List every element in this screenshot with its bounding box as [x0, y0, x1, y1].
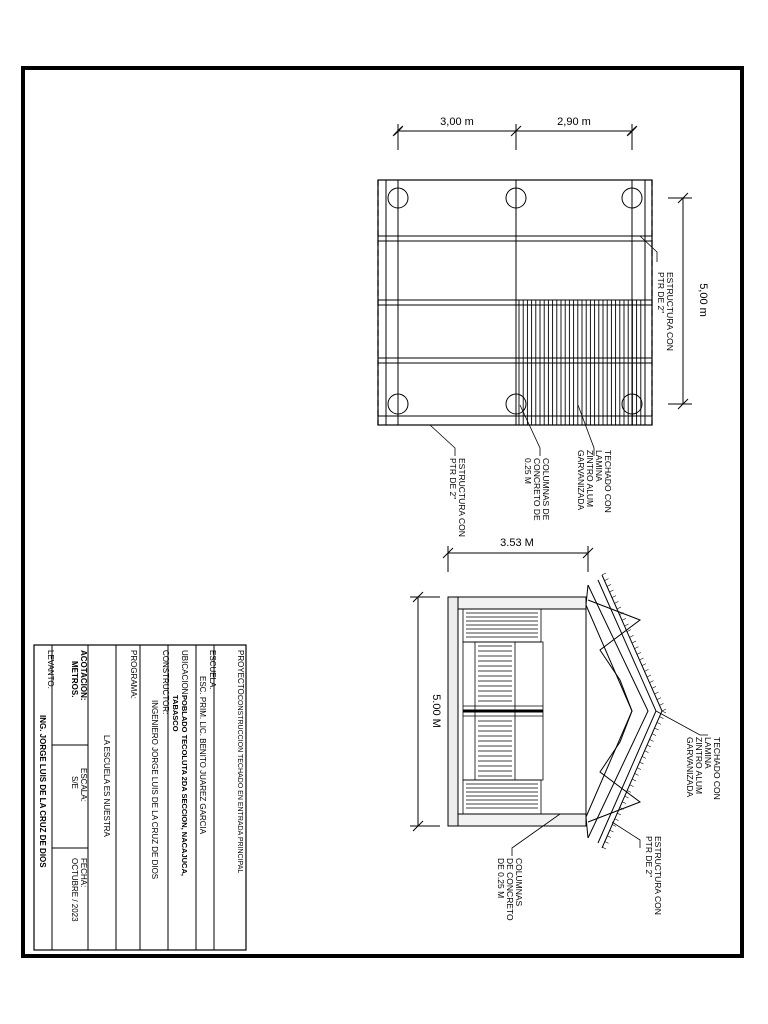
acotacion-label: ACOTACION:	[79, 650, 88, 701]
svg-text:ESTRUCTURA CON: ESTRUCTURA CON	[665, 272, 675, 351]
ubicacion-value-1: POBLADO TECOLUTA 2DA SECCION, NACAJUCA,	[180, 695, 189, 876]
svg-text:COLUMNAS DE: COLUMNAS DE	[541, 458, 551, 521]
section-column-top	[458, 597, 586, 609]
svg-text:DE CONCRETO: DE CONCRETO	[505, 858, 515, 921]
proyecto-value: CONSTRUCCION TECHADO EN ENTRADA PRINCIPAL	[236, 695, 243, 874]
escala-value: S/E	[70, 776, 79, 789]
section-roof-structure	[586, 575, 662, 848]
plan-label-estructura-top	[656, 272, 675, 351]
constructor-value: INGENIERO JORGE LUIS DE LA CRUZ DE DIOS	[150, 700, 159, 880]
plan-view	[378, 116, 709, 537]
section-dim-length: 5.00 M	[430, 694, 442, 728]
escala-label: ESCALA:	[79, 768, 88, 802]
svg-text:ZINTRO ALUM: ZINTRO ALUM	[585, 450, 595, 508]
section-width-dimension	[443, 546, 593, 572]
programa-value: LA ESCUELA ES NUESTRA	[102, 735, 111, 837]
section-floor-slab	[448, 597, 458, 826]
plan-dim-width-right: 2,90 m	[557, 116, 591, 128]
fecha-value: OCTUBRE / 2023	[70, 858, 79, 922]
svg-text:PTR DE 2": PTR DE 2"	[644, 836, 654, 878]
ubicacion-label: UBICACION:	[180, 650, 189, 697]
plan-dim-length: 5,00 m	[697, 283, 709, 317]
plan-width-dimension	[393, 124, 637, 150]
proyecto-label: PROYECTO:	[236, 650, 245, 697]
escuela-label: ESCUELA:	[208, 650, 217, 690]
plan-outline	[378, 180, 652, 425]
plan-dim-width-left: 3,00 m	[440, 116, 474, 128]
title-block	[34, 645, 246, 950]
svg-text:LAMINA: LAMINA	[703, 737, 713, 769]
svg-text:ESTRUCTURA CON: ESTRUCTURA CON	[653, 836, 663, 915]
svg-text:ZINTRO ALUM: ZINTRO ALUM	[694, 737, 704, 795]
acotacion-value: METROS.	[70, 661, 79, 698]
section-label-estructura	[644, 836, 663, 915]
levanto-value: ING. JORGE LUIS DE LA CRUZ DE DIOS	[38, 715, 47, 868]
svg-text:0.25 M: 0.25 M	[523, 458, 533, 484]
constructor-label: CONSTRUCTOR:	[161, 650, 170, 715]
svg-text:LAMINA: LAMINA	[594, 450, 604, 482]
svg-text:ESTRUCTURA CON: ESTRUCTURA CON	[457, 458, 467, 537]
section-label-techado	[685, 737, 722, 800]
svg-text:DE 0.25 M: DE 0.25 M	[496, 858, 506, 899]
svg-text:PTR DE 2": PTR DE 2"	[448, 458, 458, 500]
section-dim-width: 3.53 M	[500, 537, 534, 549]
fecha-label: FECHA:	[79, 858, 88, 888]
programa-label: PROGRAMA:	[129, 650, 138, 699]
plan-label-columnas	[523, 458, 551, 521]
svg-text:GARVANIZADA: GARVANIZADA	[576, 450, 586, 511]
plan-columns	[388, 188, 642, 414]
svg-text:TECHADO CON: TECHADO CON	[603, 450, 613, 513]
section-column-bottom	[458, 814, 586, 826]
ubicacion-value-2: TABASCO	[171, 695, 180, 732]
svg-text:TECHADO CON: TECHADO CON	[712, 737, 722, 800]
svg-text:PTR DE 2": PTR DE 2"	[656, 272, 666, 314]
section-label-columnas	[496, 858, 524, 921]
svg-text:COLUMNAS: COLUMNAS	[514, 858, 524, 907]
sheet-border	[23, 68, 742, 956]
levanto-label: LEVANTO:	[46, 650, 55, 689]
svg-text:GARVANIZADA: GARVANIZADA	[685, 737, 695, 798]
svg-text:CONCRETO DE: CONCRETO DE	[532, 458, 542, 521]
plan-label-techado	[576, 450, 613, 513]
section-view	[410, 537, 722, 921]
plan-beams	[378, 180, 652, 425]
section-roof-panels	[463, 609, 543, 814]
plan-label-estructura-bottom	[448, 458, 467, 537]
escuela-value: ESC. PRIM. LIC. BENITO JUAREZ GARCIA	[198, 676, 207, 835]
